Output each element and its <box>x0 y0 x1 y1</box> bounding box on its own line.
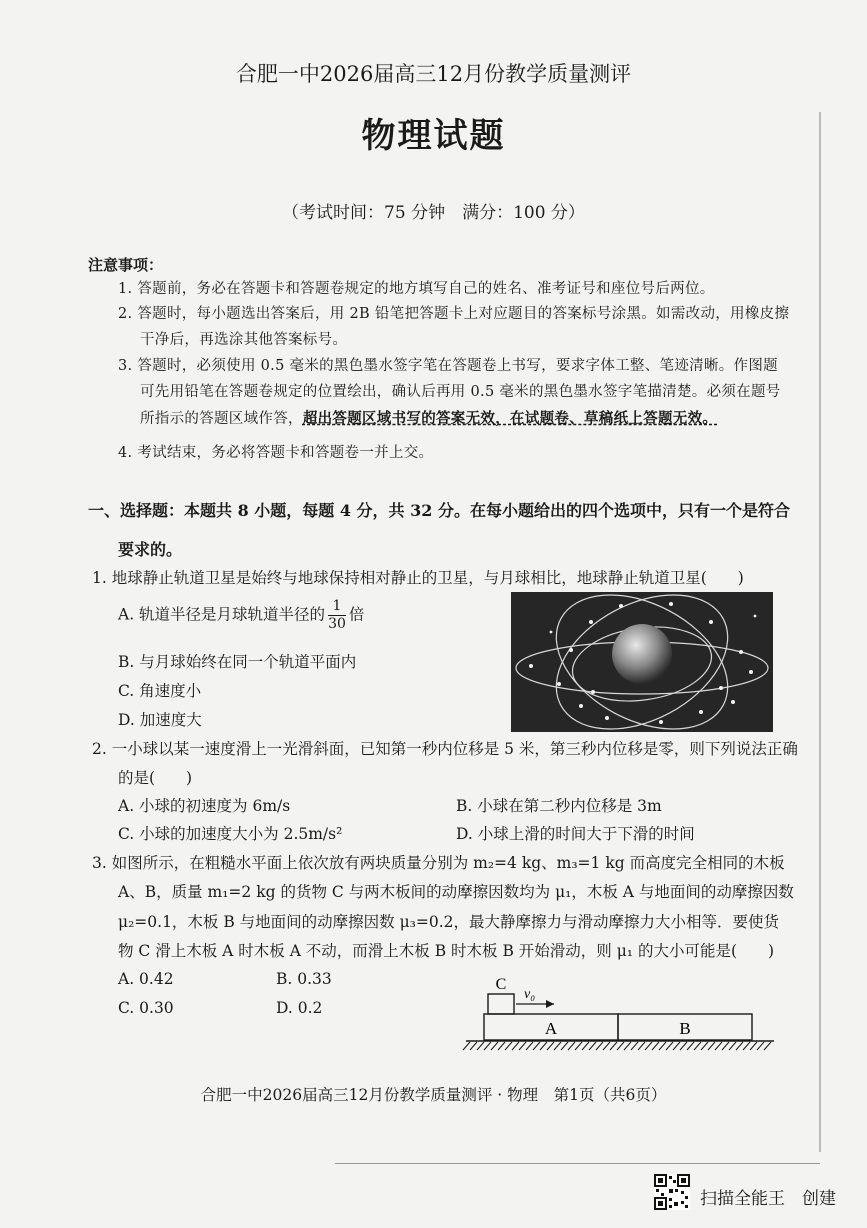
hatch-line <box>470 1042 477 1050</box>
q2-option-b: B. 小球在第二秒内位移是 3m <box>456 797 662 815</box>
page-footer: 合肥一中2026届高三12月份教学质量测评 · 物理 第1页（共6页） <box>200 1086 667 1104</box>
note-item: 3. 答题时，必须使用 0.5 毫米的黑色墨水签字笔在答题卷上书写，要求字体工整、笔迹清晰。作图题 <box>118 358 778 374</box>
notes-heading: 注意事项： <box>88 256 164 274</box>
note-text: 所指示的答题区域作答， <box>140 411 303 427</box>
scanner-watermark: 扫描全能王 创建 <box>700 1189 836 1209</box>
hatch-line <box>519 1042 526 1050</box>
hatch-line <box>757 1042 764 1050</box>
hatch-line <box>554 1042 561 1050</box>
note-item: 4. 考试结束，务必将答题卡和答题卷一并上交。 <box>118 445 434 461</box>
hatch-line <box>666 1042 673 1050</box>
question-3-stem-cont: 物 C 滑上木板 A 时木板 A 不动，而滑上木板 B 时木板 B 开始滑动，则 μ₁ 的大小可能是( ) <box>118 942 775 960</box>
hatch-line <box>680 1042 687 1050</box>
hatch-line <box>708 1042 715 1050</box>
hatch-line <box>652 1042 659 1050</box>
hatch-line <box>568 1042 575 1050</box>
hatch-line <box>596 1042 603 1050</box>
hatch-line <box>631 1042 638 1050</box>
hatch-line <box>743 1042 750 1050</box>
section-heading: 一、选择题：本题共 8 小题，每题 4 分，共 32 分。在每小题给出的四个选项中，只有一个是符合 <box>88 501 790 520</box>
note-item: 干净后，再选涂其他答案标号。 <box>140 332 348 348</box>
q1-option-b: B. 与月球始终在同一个轨道平面内 <box>118 653 357 671</box>
note-item: 可先用铅笔在答题卷规定的位置绘出，确认后再用 0.5 毫米的黑色墨水签字笔描清楚。必须在题号 <box>140 384 781 400</box>
hatch-line <box>638 1042 645 1050</box>
question-3-stem-cont: μ₂=0.1，木板 B 与地面间的动摩擦因数 μ₃=0.2，最大静摩擦力与滑动摩擦力大小相等．要使货 <box>118 913 780 931</box>
hatch-line <box>617 1042 624 1050</box>
hatch-line <box>624 1042 631 1050</box>
q2-option-a: A. 小球的初速度为 6m/s <box>118 797 291 815</box>
hatch-line <box>589 1042 596 1050</box>
hatch-line <box>505 1042 512 1050</box>
hatch-line <box>477 1042 484 1050</box>
hatch-line <box>645 1042 652 1050</box>
q3-option-d: D. 0.2 <box>276 999 323 1017</box>
arrow-head <box>546 1000 554 1008</box>
question-3-stem: 3. 如图所示，在粗糙水平面上依次放有两块质量分别为 m₂=4 kg、m₃=1 kg 而高度完全相同的木板 <box>92 854 785 872</box>
hatch-line <box>533 1042 540 1050</box>
hatch-line <box>659 1042 666 1050</box>
fraction-denominator: 30 <box>328 616 346 632</box>
hatch-line <box>582 1042 589 1050</box>
q3-option-a: A. 0.42 <box>118 970 174 988</box>
exam-title: 合肥一中2026届高三12月份教学质量测评 <box>235 62 632 86</box>
section-heading-cont: 要求的。 <box>118 540 183 559</box>
q1-option-a <box>118 598 364 633</box>
q1-option-d: D. 加速度大 <box>118 711 202 729</box>
question-1-stem: 1. 地球静止轨道卫星是始终与地球保持相对静止的卫星，与月球相比，地球静止轨道卫星( ) <box>92 569 744 587</box>
hatch-line <box>729 1042 736 1050</box>
hatch-line <box>491 1042 498 1050</box>
hatch-line <box>463 1042 470 1050</box>
hatch-line <box>764 1042 771 1050</box>
subject-title: 物理试题 <box>361 116 506 156</box>
hatch-line <box>540 1042 547 1050</box>
q3-option-c: C. 0.30 <box>118 999 174 1017</box>
hatch-line <box>498 1042 505 1050</box>
hatch-line <box>736 1042 743 1050</box>
fraction-numerator: 1 <box>328 598 346 616</box>
fraction <box>328 598 346 633</box>
note-emphasis: 超出答题区域书写的答案无效，在试题卷、草稿纸上答题无效。 <box>302 410 718 427</box>
hatch-line <box>603 1042 610 1050</box>
hatch-line <box>687 1042 694 1050</box>
hatch-line <box>484 1042 491 1050</box>
q3-option-b: B. 0.33 <box>276 970 332 988</box>
label-a: A <box>544 1019 558 1038</box>
hatch-line <box>526 1042 533 1050</box>
ground-hatch <box>463 1042 771 1050</box>
footer-divider <box>335 1163 820 1164</box>
label-b: B <box>679 1019 691 1038</box>
exam-time-info: （考试时间：75 分钟 满分：100 分） <box>282 203 585 223</box>
question-2-stem-cont: 的是( ) <box>118 769 193 787</box>
satellite-orbit-image <box>511 592 773 732</box>
hatch-line <box>512 1042 519 1050</box>
hatch-line <box>701 1042 708 1050</box>
note-item <box>140 407 717 428</box>
hatch-line <box>722 1042 729 1050</box>
hatch-line <box>575 1042 582 1050</box>
hatch-line <box>715 1042 722 1050</box>
question-2-stem: 2. 一小球以某一速度滑上一光滑斜面，已知第一秒内位移是 5 米，第三秒内位移是零，则下列说法正确 <box>92 740 798 758</box>
question-3-stem-cont: A、B，质量 m₁=2 kg 的货物 C 与两木板间的动摩擦因数均为 μ₁，木板 A 与地面间的动摩擦因数 <box>118 883 794 901</box>
cargo-block-c <box>488 994 514 1014</box>
hatch-line <box>694 1042 701 1050</box>
option-text: 倍 <box>348 605 365 624</box>
q1-option-c: C. 角速度小 <box>118 682 202 700</box>
hatch-line <box>673 1042 680 1050</box>
qr-code-icon <box>654 1174 690 1210</box>
q2-option-c: C. 小球的加速度大小为 2.5m/s² <box>118 825 343 843</box>
hatch-line <box>547 1042 554 1050</box>
label-v0: v₀ <box>524 987 536 1002</box>
note-item: 2. 答题时，每小题选出答案后，用 2B 铅笔把答题卡上对应题目的答案标号涂黑。如需改动，用橡皮擦 <box>118 306 790 322</box>
hatch-line <box>750 1042 757 1050</box>
page-edge-line <box>819 112 821 1152</box>
hatch-line <box>610 1042 617 1050</box>
note-item: 1. 答题前，务必在答题卡和答题卷规定的地方填写自己的姓名、准考证号和座位号后两位。 <box>118 281 715 297</box>
label-c: C <box>495 976 507 993</box>
hatch-line <box>561 1042 568 1050</box>
board-diagram <box>462 970 778 1054</box>
q2-option-d: D. 小球上滑的时间大于下滑的时间 <box>456 825 695 843</box>
option-text: A. 轨道半径是月球轨道半径的 <box>118 605 326 624</box>
